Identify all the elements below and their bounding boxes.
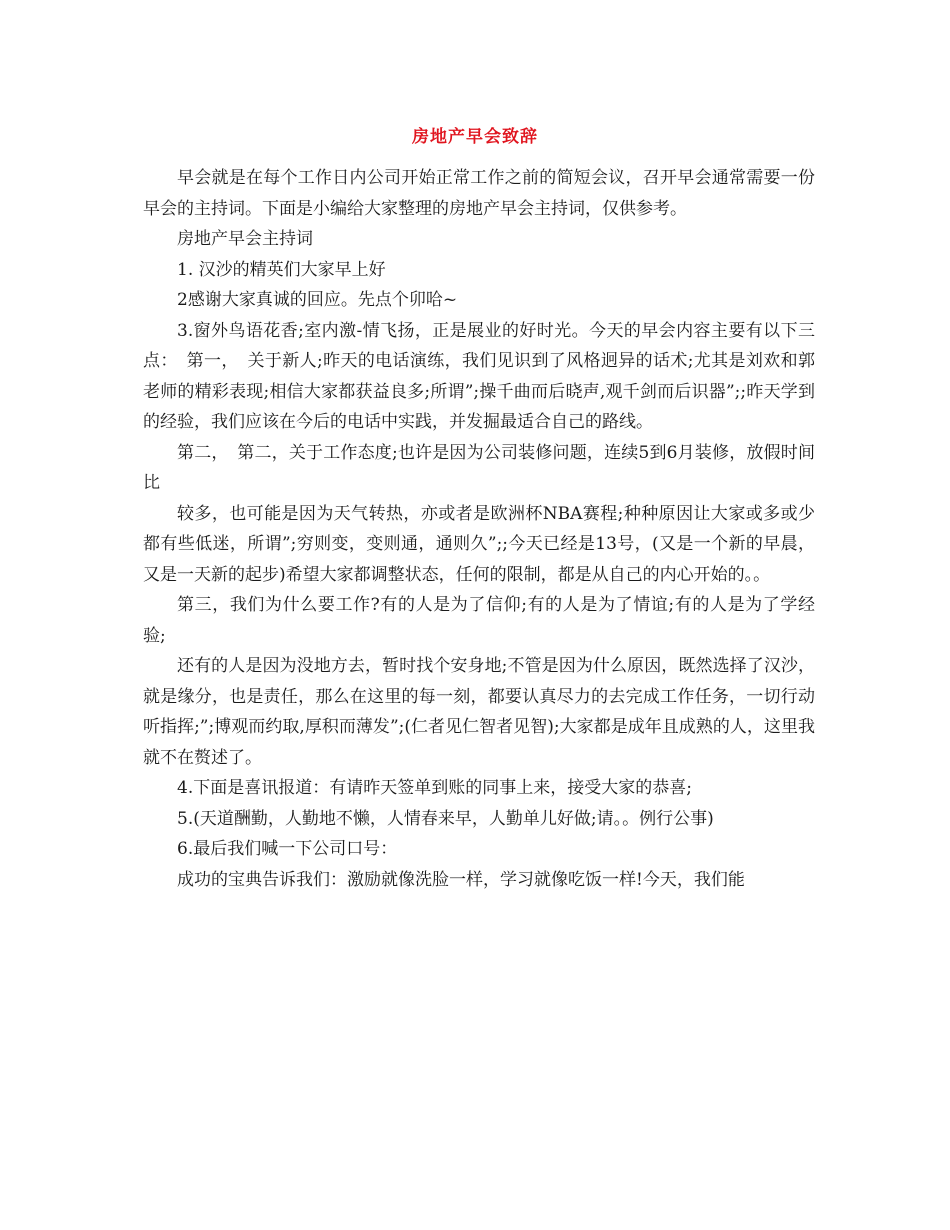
- document-body: [143, 163, 815, 895]
- second-point-paragraph: 第二， 第二，关于工作态度;也许是因为公司装修问题，连续5到6月装修，放假时间比: [143, 442, 815, 493]
- item-4-paragraph: 4.下面是喜讯报道：有请昨天签单到账的同事上来，接受大家的恭喜;: [177, 778, 692, 798]
- document-title: 房地产早会致辞: [412, 127, 538, 147]
- item-3-paragraph: 3.窗外鸟语花香;室内激-情飞扬，正是展业的好时光。今天的早会内容主要有以下三点： 第一， 关于新人;昨天的电话演练，我们见识到了风格迥异的话术;尤其是刘欢和郭老师的精彩表现;相信大家都获益良多;所谓”;操千曲而后晓声,观千剑而后识器”;;昨天学到的经验，我们应该在今后的电话中实践，并发掘最适合自己的路线。: [143, 320, 815, 432]
- third-point-continued-paragraph: 还有的人是因为没地方去，暂时找个安身地;不管是因为什么原因，既然选择了汉沙，就是缘分，也是责任，那么在这里的每一刻，都要认真尽力的去完成工作任务，一切行动听指挥;”;博观而约取,厚积而薄发”;(仁者见仁智者见智);大家都是成年且成熟的人，这里我就不在赘述了。: [143, 656, 815, 768]
- item-2-paragraph: 2感谢大家真诚的回应。先点个卯哈~: [177, 290, 458, 310]
- second-point-continued-paragraph: 较多，也可能是因为天气转热，亦或者是欧洲杯NBA赛程;种种原因让大家或多或少都有些低迷，所谓”;穷则变，变则通，通则久”;;今天已经是13号，(又是一个新的早晨，又是一天新的起步)希望大家都调整状态，任何的限制，都是从自己的内心开始的。。: [143, 503, 815, 585]
- item-6-paragraph: 6.最后我们喊一下公司口号：: [177, 839, 398, 859]
- third-point-paragraph: 第三，我们为什么要工作?有的人是为了信仰;有的人是为了情谊;有的人是为了学经验;: [143, 595, 815, 646]
- item-1-paragraph: 1. 汉沙的精英们大家早上好: [177, 259, 386, 280]
- intro-paragraph: 早会就是在每个工作日内公司开始正常工作之前的简短会议，召开早会通常需要一份早会的主持词。下面是小编给大家整理的房地产早会主持词，仅供参考。: [143, 168, 815, 219]
- item-5-paragraph: 5.(天道酬勤，人勤地不懒，人情春来早，人勤单儿好做;请。。例行公事): [177, 808, 714, 829]
- section-heading: 房地产早会主持词: [177, 229, 313, 249]
- closing-paragraph: 成功的宝典告诉我们：激励就像洗脸一样，学习就像吃饭一样!今天，我们能: [177, 869, 745, 890]
